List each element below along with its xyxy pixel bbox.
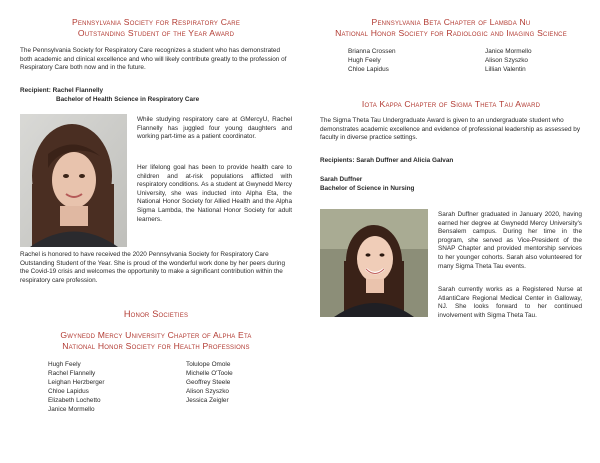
- alpha-eta-heading-line1: Gwynedd Mercy University Chapter of Alpha Eta: [60, 330, 252, 340]
- recipients-label: Recipients: Sarah Duffner and Alicia Galvan: [320, 157, 454, 164]
- lambda-nu-names-col2: [485, 47, 532, 74]
- list-item: Chloe Lapidus: [348, 66, 389, 73]
- list-item: Brianna Crossen: [348, 48, 396, 55]
- alpha-eta-member-list: [48, 360, 292, 414]
- list-item: Jessica Zeigler: [186, 397, 229, 404]
- recipient-label: Recipient: Rachel Flannelly: [20, 87, 104, 94]
- lambda-nu-heading: [320, 17, 582, 38]
- sarah-degree: Bachelor of Science in Nursing: [320, 184, 415, 192]
- list-item: Elizabeth Lochetto: [48, 397, 101, 404]
- honor-societies-heading: Honor Societies: [123, 309, 189, 319]
- iota-kappa-intro: The Sigma Theta Tau Undergraduate Award is given to an undergraduate student who demonstrates academic excellence and evidence of professional leadership as assessed by faculty in diverse practice settings.: [320, 117, 581, 142]
- psrc-award-heading: [20, 17, 292, 38]
- alpha-eta-heading-line2: National Honor Society for Health Professions: [62, 340, 250, 351]
- sarah-bio-1: Sarah Duffner graduated in January 2020, having earned her degree at Gwynedd Mercy University's Bensalem campus. During her time in the program, she served as Vice-President of the SNAP Chapter and provided mentorship services to her younger cohorts. Sarah also volunteered for many Sigma Theta Tau events.: [438, 211, 582, 270]
- sarah-photo: [320, 209, 428, 317]
- sarah-bio-2: Sarah currently works as a Registered Nurse at AtlantiCare Regional Medical Center in Galloway, NJ. She looks forward to her continued involvement with Sigma Theta Tau.: [438, 286, 582, 319]
- psrc-heading-line1: Pennsylvania Society for Respiratory Care: [71, 17, 241, 27]
- list-item: Chloe Lapidus: [48, 388, 89, 395]
- alpha-eta-names-col1: [48, 360, 186, 414]
- list-item: Geoffrey Steele: [186, 379, 231, 386]
- list-item: Rachel Flannelly: [48, 370, 96, 377]
- rachel-bio-2: Her lifelong goal has been to provide health care to children and at-risk populations afflicted with respiratory conditions. As a student at Gwynedd Mercy University, she was inducted into Alpha Eta, the National Honor Society for Allied Health and the Alpha Sigma Lambda, the National Honor Society for adult learners.: [137, 164, 292, 223]
- alpha-eta-heading: [20, 330, 292, 351]
- psrc-heading-line2: Outstanding Student of the Year Award: [77, 27, 235, 38]
- list-item: Hugh Feely: [48, 361, 81, 368]
- recipient-degree: Bachelor of Health Science in Respiratory Care: [56, 95, 200, 103]
- lambda-nu-member-list: [348, 47, 582, 74]
- iota-kappa-heading: Iota Kappa Chapter of Sigma Theta Tau Award: [361, 99, 541, 109]
- list-item: Janice Mormello: [48, 406, 95, 413]
- rachel-closing: Rachel is honored to have received the 2020 Pennsylvania Society for Respiratory Care Outstanding Student of the Year. She is proud of the wonderful work done by her peers during the Covid-19 crisis and welcomes the opportunity to make a significant contribution within the respiratory care profession.: [20, 251, 286, 284]
- psrc-intro: The Pennsylvania Society for Respiratory Care recognizes a student who has demonstrated both academic and clinical excellence and who will likely contribute greatly to the profession of Respiratory Care both now and in the future.: [20, 47, 287, 72]
- rachel-photo: [20, 114, 127, 247]
- lambda-nu-heading-line1: Pennsylvania Beta Chapter of Lambda Nu: [371, 17, 531, 27]
- rachel-bio-1: While studying respiratory care at GMercyU, Rachel Flannelly has juggled four young daughters and working part-time as a patient coordinator.: [137, 116, 292, 141]
- lambda-nu-names-col1: [348, 47, 485, 74]
- list-item: Tolulope Omole: [186, 361, 231, 368]
- list-item: Janice Mormello: [485, 48, 532, 55]
- sarah-name: Sarah Duffner: [320, 176, 363, 183]
- recipient-block: [20, 87, 292, 104]
- list-item: Michelle O'Toole: [186, 370, 233, 377]
- list-item: Lillian Valentin: [485, 66, 526, 73]
- list-item: Alison Szyszko: [485, 57, 528, 64]
- lambda-nu-heading-line2: National Honor Society for Radiologic and Imaging Science: [335, 27, 567, 38]
- list-item: Leighan Herzberger: [48, 379, 105, 386]
- list-item: Alison Szyszko: [186, 388, 229, 395]
- list-item: Hugh Feely: [348, 57, 381, 64]
- alpha-eta-names-col2: [186, 360, 233, 414]
- sarah-name-block: [320, 176, 582, 193]
